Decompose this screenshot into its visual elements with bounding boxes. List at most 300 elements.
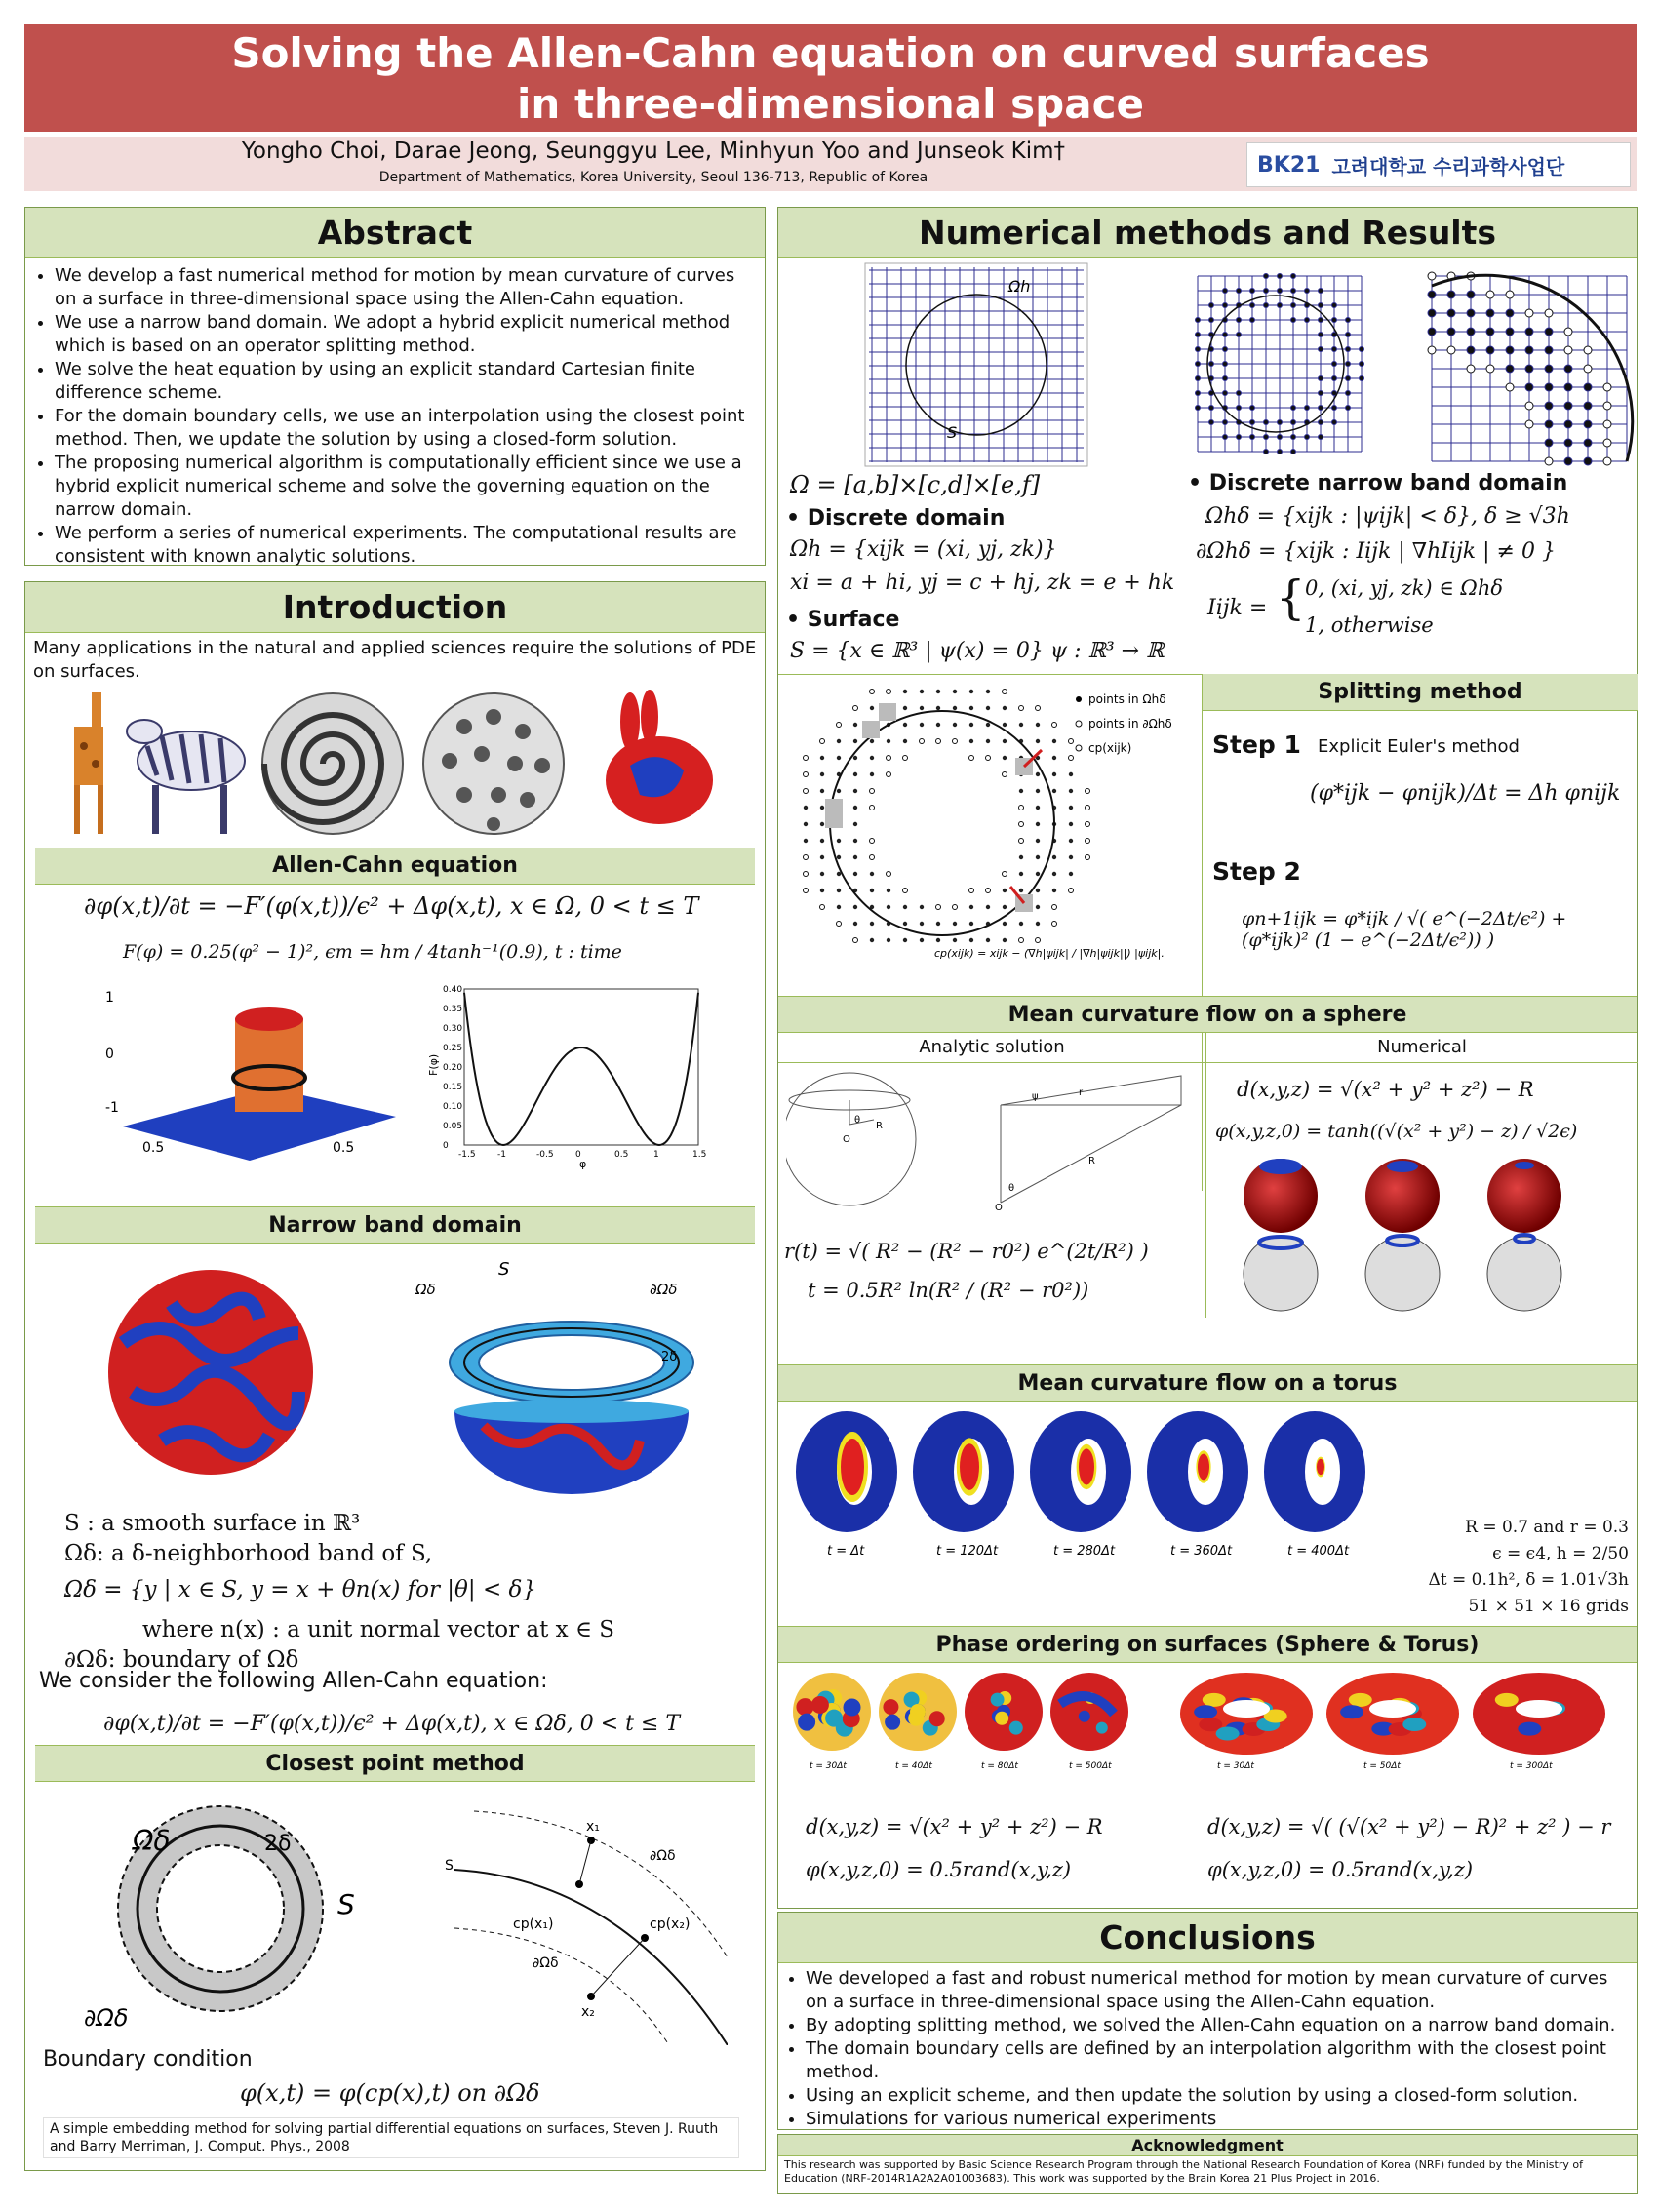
logo-text: 고려대학교 수리과학사업단 <box>1331 154 1565 178</box>
band-point <box>986 905 990 909</box>
band-point <box>820 872 824 876</box>
grid-point <box>1360 362 1364 367</box>
plot-xlabel: φ <box>579 1158 587 1169</box>
grid-point <box>1486 328 1494 336</box>
band-point <box>1019 806 1024 810</box>
phase-blob <box>811 1696 829 1714</box>
band-point <box>1069 756 1074 761</box>
band-point <box>1036 739 1040 743</box>
grid-point <box>1564 346 1572 354</box>
band-point <box>969 756 974 761</box>
band-point <box>1052 789 1056 793</box>
band-point <box>920 739 925 744</box>
torus-time: t = 280Δt <box>1053 1544 1116 1559</box>
band-point <box>1003 889 1007 892</box>
abstract-item: • We perform a series of numerical experiments. The computational results are consistent with known analytic solutions. <box>55 522 755 569</box>
acknowledgment-heading: Acknowledgment <box>778 2135 1637 2156</box>
plot-ylabel: F(φ) <box>427 1053 440 1076</box>
grid-point <box>1584 402 1592 410</box>
grid-point <box>1346 362 1351 367</box>
band-point <box>953 905 958 910</box>
grid-point <box>1250 289 1255 294</box>
grid-point <box>1346 406 1351 411</box>
plot-tick: 0.30 <box>443 1024 463 1034</box>
band-point <box>969 739 973 743</box>
abstract-item: • We solve the heat equation by using an explicit standard Cartesian finite difference scheme. <box>55 358 755 405</box>
giraffe-image <box>74 692 103 834</box>
grid-point <box>1209 362 1214 367</box>
torus-param: ϵ = ϵ4, h = 2/50 <box>1492 1544 1629 1563</box>
zebra-image <box>127 720 245 834</box>
grid-point <box>1237 406 1242 411</box>
sketch-label: S <box>445 1858 454 1874</box>
phase-heading: Phase ordering on surfaces (Sphere & Torus) <box>778 1626 1637 1663</box>
grid-point <box>1564 383 1572 391</box>
title-line-2: in three-dimensional space <box>517 80 1144 128</box>
band-point <box>1003 872 1007 877</box>
band-point <box>1086 789 1090 794</box>
grid-point <box>1428 328 1436 336</box>
band-point <box>1069 806 1073 810</box>
band-point <box>903 922 907 926</box>
step1-name: Explicit Euler's method <box>1318 736 1520 757</box>
band-point <box>936 739 941 744</box>
plot-tick: 0.25 <box>443 1044 463 1053</box>
cp-formula: cp(xijk) = xijk − (∇h|ψijk| / |∇h|ψijk||) |ψijk|. <box>934 947 1165 960</box>
surface-title-text: Surface <box>807 608 900 632</box>
grid-point <box>1223 435 1228 440</box>
grid-point <box>1447 328 1455 336</box>
torus-spot <box>1079 1448 1094 1484</box>
torus-spot <box>1198 1454 1209 1481</box>
band-point <box>1036 822 1040 826</box>
grid-point <box>1584 383 1592 391</box>
band-point <box>1003 756 1007 760</box>
band-point <box>837 789 841 793</box>
grid-point <box>1346 376 1351 381</box>
band-point <box>870 772 874 776</box>
band-point <box>1052 889 1056 892</box>
band-point <box>1052 723 1057 728</box>
band-point <box>853 706 858 711</box>
narrow-eq3-case1: 0, (xi, yj, zk) ∈ Ωhδ <box>1305 576 1503 600</box>
allen-cahn-eq2: F(φ) = 0.25(φ² − 1)², ϵm = hm / 4tanh⁻¹(0.9), t : time <box>123 941 622 963</box>
band-point <box>870 855 875 860</box>
grid-point <box>1319 333 1323 337</box>
fig-label: θ <box>1008 1183 1015 1194</box>
band-point <box>820 772 824 776</box>
legend-item: points in ∂Ωhδ <box>1088 717 1172 731</box>
grid-point <box>1486 346 1494 354</box>
grid-point <box>1346 347 1351 352</box>
band-point <box>920 905 924 909</box>
band-point <box>1052 772 1056 776</box>
band-point <box>870 806 875 810</box>
grid-point <box>1360 347 1364 352</box>
grid-point <box>1278 420 1283 425</box>
grid-point <box>1196 376 1201 381</box>
logo-bk21: BK21 <box>1257 152 1321 178</box>
grid-point <box>1545 420 1553 428</box>
grid-point <box>1291 289 1296 294</box>
band-point <box>936 706 940 710</box>
grid-point <box>1291 318 1296 323</box>
band-point <box>804 889 809 893</box>
phase-blob <box>1079 1711 1090 1722</box>
phase-field-3d-plot <box>103 980 415 1165</box>
authors: Yongho Choi, Darae Jeong, Seunggyu Lee, Minhyun Yoo and Junseok Kim† <box>241 138 1066 164</box>
grid-point <box>1196 362 1201 367</box>
band-point <box>936 690 940 693</box>
grid-point <box>1196 391 1201 396</box>
numerical-heading: Numerical methods and Results <box>778 208 1637 258</box>
grid-point <box>1506 309 1514 317</box>
band-point <box>837 889 841 892</box>
step1-label: Step 1 <box>1212 731 1301 759</box>
domain-def: Ω = [a,b]×[c,d]×[e,f] <box>790 471 1041 498</box>
band-point <box>903 690 907 693</box>
torus-time: t = 400Δt <box>1287 1544 1350 1559</box>
plot-tick: 0.5 <box>333 1140 355 1156</box>
closest-point-heading: Closest point method <box>35 1745 755 1782</box>
abstract-item: • We develop a fast numerical method for motion by mean curvature of curves on a surface in three-dimensional space using the Allen-Cahn equation. <box>55 264 755 311</box>
abstract-item: • For the domain boundary cells, we use an interpolation using the closest point method. Then, we update the solution by using a closed-form solution. <box>55 405 755 452</box>
band-point <box>903 905 907 909</box>
sphere-snapshot <box>1487 1159 1561 1233</box>
narrow-title-text: Discrete narrow band domain <box>1208 471 1568 495</box>
band-point <box>887 690 891 694</box>
grid-point <box>1486 309 1494 317</box>
band-point <box>837 723 842 728</box>
grid-point <box>1223 333 1228 337</box>
grid-point <box>1447 291 1455 298</box>
band-point <box>887 905 890 909</box>
band-point <box>936 723 940 727</box>
grid-point <box>1545 457 1553 465</box>
grid-point <box>1332 420 1337 425</box>
grid-point <box>1428 346 1436 354</box>
grid-point <box>1525 383 1533 391</box>
band-point <box>837 756 841 760</box>
narrow-eq3-lhs: Iijk = <box>1207 596 1268 620</box>
band-point <box>986 723 990 727</box>
phase-time: t = 80Δt <box>981 1761 1018 1771</box>
band-point <box>870 922 874 926</box>
grid-point <box>1545 346 1553 354</box>
band-point <box>1036 806 1040 810</box>
grid-point <box>1603 402 1611 410</box>
cartesian-grid-figure <box>864 262 1088 467</box>
plot-tick: 0 <box>575 1150 581 1160</box>
phase-blob <box>798 1714 815 1731</box>
grid-point <box>1223 391 1228 396</box>
band-point <box>853 855 857 859</box>
col-analytic: Analytic solution <box>778 1033 1205 1063</box>
band-point <box>887 889 890 892</box>
grid-point <box>1250 303 1255 308</box>
band-point <box>1036 922 1040 926</box>
discrete-domain-eq1: Ωh = {xijk = (xi, yj, zk)} <box>790 537 1057 562</box>
boundary-condition-eq: φ(x,t) = φ(cp(x),t) on ∂Ωδ <box>240 2079 540 2107</box>
band-point <box>903 739 907 743</box>
band-point <box>1036 905 1040 909</box>
plot-tick: 1 <box>653 1150 659 1160</box>
label-S: S <box>337 1888 355 1920</box>
nb-line-2: Ωδ: a δ-neighborhood band of S, <box>64 1541 433 1566</box>
grid-point <box>1525 346 1533 354</box>
grid-point <box>1291 406 1296 411</box>
band-point <box>1052 739 1056 743</box>
band-point <box>1069 889 1074 893</box>
torus-params <box>1383 1515 1629 1620</box>
label-boundary: ∂Ωδ <box>650 1281 678 1298</box>
phase-torus-d: d(x,y,z) = √( (√(x² + y²) − R)² + z² ) − r <box>1207 1815 1611 1838</box>
band-point <box>870 872 874 876</box>
fig-label: R <box>1088 1156 1095 1166</box>
grid-point <box>1525 365 1533 373</box>
grid-point <box>1346 391 1351 396</box>
band-point <box>804 789 809 794</box>
fig-label: O <box>995 1203 1003 1212</box>
nb-line-4: where n(x) : a unit normal vector at x ∈ S <box>142 1617 615 1642</box>
grid-point <box>1506 346 1514 354</box>
abstract-list <box>33 264 755 569</box>
sphere-mesh <box>1365 1236 1440 1311</box>
band-point <box>853 822 857 826</box>
phase-torus-phi: φ(x,y,z,0) = 0.5rand(x,y,z) <box>1207 1858 1474 1881</box>
band-point <box>986 938 990 942</box>
band-point <box>920 938 924 942</box>
phase-blob <box>1495 1693 1519 1707</box>
band-point <box>1019 938 1024 943</box>
sketch-label: ∂Ωδ <box>650 1848 676 1864</box>
grid-point <box>1525 328 1533 336</box>
band-point <box>1019 922 1023 926</box>
col-numerical: Numerical <box>1205 1033 1638 1063</box>
band-point <box>870 756 874 760</box>
grid-point <box>1237 333 1242 337</box>
sketch-label: x₂ <box>581 2004 595 2020</box>
grid-point <box>1237 391 1242 396</box>
band-point <box>1069 839 1073 843</box>
reference: A simple embedding method for solving partial differential equations on surfaces, Steven J. Ruuth and Barry Merriman, J. Comput. Phys., 2008 <box>43 2117 739 2158</box>
surface-title: • Surface <box>786 608 900 632</box>
grid-point <box>1223 420 1228 425</box>
grid-point <box>1584 439 1592 447</box>
conclusion-item: • The domain boundary cells are defined by an interpolation algorithm with the closest point method. <box>806 2037 1627 2084</box>
grid-point <box>1264 420 1269 425</box>
phase-blob <box>1203 1693 1226 1707</box>
band-point <box>1052 756 1056 760</box>
grid-label-omega: Ωh <box>1008 277 1031 296</box>
band-point <box>1069 872 1073 876</box>
band-point <box>986 756 991 761</box>
torus-hole <box>1223 1700 1270 1718</box>
step2-eq: φn+1ijk = φ*ijk / √( e^(−2Δt/ϵ²) + (φ*ijk)² (1 − e^(−2Δt/ϵ²)) ) <box>1242 908 1567 951</box>
band-point <box>804 839 808 843</box>
introduction-section <box>24 581 766 2171</box>
fig-label: ψ <box>1032 1091 1039 1102</box>
plot-tick: 0.10 <box>443 1102 463 1112</box>
band-point <box>1036 855 1040 859</box>
torus-time: t = 360Δt <box>1170 1544 1233 1559</box>
grid-point <box>1525 420 1533 428</box>
grid-point <box>1291 274 1296 279</box>
plot-tick: -0.5 <box>536 1150 554 1160</box>
phase-time: t = 300Δt <box>1510 1761 1553 1771</box>
phase-time: t = 30Δt <box>1217 1761 1254 1771</box>
legend-item: cp(xijk) <box>1088 741 1132 755</box>
grid-label-S: S <box>947 423 958 442</box>
brace-glyph: { <box>1276 571 1306 625</box>
band-point <box>870 839 875 844</box>
band-point <box>1019 855 1023 859</box>
band-point <box>853 905 857 909</box>
poster-title <box>24 24 1637 132</box>
grid-point <box>1196 406 1201 411</box>
torus-hole <box>1369 1700 1416 1718</box>
narrow-eq2: ∂Ωhδ = {xijk : Iijk | ∇hIijk | ≠ 0 } <box>1196 539 1556 564</box>
sphere-eq-phi: φ(x,y,z,0) = tanh((√(x² + y²) − z) / √2ϵ) <box>1215 1121 1578 1142</box>
plot-tick: 1.5 <box>692 1150 707 1160</box>
boundary-condition-label: Boundary condition <box>43 2047 253 2072</box>
grid-point <box>1250 435 1255 440</box>
grid-point <box>1278 435 1283 440</box>
surface-eq: S = {x ∈ ℝ³ | ψ(x) = 0} ψ : ℝ³ → ℝ <box>790 639 1165 663</box>
plot-tick: 0.5 <box>142 1140 165 1156</box>
plot-tick: 0.5 <box>614 1150 629 1160</box>
grid-point <box>1332 347 1337 352</box>
closest-point-sketch <box>445 1811 728 2045</box>
conclusion-item: • By adopting splitting method, we solved the Allen-Cahn equation on a narrow band domain. <box>806 2014 1627 2037</box>
grid-point <box>1564 328 1572 336</box>
band-point <box>1052 905 1057 910</box>
grid-point <box>1209 303 1214 308</box>
band-point <box>1086 855 1090 860</box>
closest-point-figure <box>84 1792 728 2045</box>
grid-point <box>1564 365 1572 373</box>
torus-figure <box>788 1403 1373 1560</box>
band-point <box>903 938 907 942</box>
grid-point <box>1291 450 1296 454</box>
band-point <box>820 839 824 843</box>
grid-point <box>1545 365 1553 373</box>
band-point <box>920 723 924 727</box>
band-point <box>1019 872 1023 876</box>
narrow-band-eq: ∂φ(x,t)/∂t = −F′(φ(x,t))/ϵ² + Δφ(x,t), x ∈ Ωδ, 0 < t ≤ T <box>103 1712 681 1736</box>
grid-point <box>1332 303 1337 308</box>
phase-blob <box>910 1704 926 1719</box>
band-point <box>1003 690 1007 694</box>
grid-point <box>1486 291 1494 298</box>
band-point <box>1069 739 1074 744</box>
band-point <box>837 905 841 909</box>
grid-point <box>1223 289 1228 294</box>
band-point <box>903 723 907 727</box>
band-point <box>903 706 907 710</box>
allen-cahn-heading: Allen-Cahn equation <box>35 848 755 885</box>
band-point <box>953 739 958 744</box>
sketch-label: cp(x₁) <box>513 1916 554 1932</box>
grid-point <box>1319 406 1323 411</box>
band-point <box>969 723 973 727</box>
grid-point <box>1237 289 1242 294</box>
sphere-analytic-figure <box>786 1066 1205 1212</box>
grid-point <box>1250 318 1255 323</box>
grid-point <box>1506 291 1514 298</box>
band-point <box>870 938 874 942</box>
band-point <box>1086 839 1090 844</box>
band-point <box>804 822 808 826</box>
band-point <box>920 922 924 926</box>
conclusions-list <box>784 1967 1627 2131</box>
band-point <box>870 690 875 694</box>
torus-param: 51 × 51 × 16 grids <box>1468 1597 1629 1616</box>
conclusion-item: • Using an explicit scheme, and then update the solution by using a closed-form solution. <box>806 2084 1627 2108</box>
annulus-diagram <box>84 1806 355 2032</box>
narrow-band-grid-figure <box>1188 266 1637 471</box>
band-point <box>1019 822 1024 827</box>
phase-blob <box>1009 1721 1023 1735</box>
phase-blob <box>825 1710 843 1727</box>
introduction-heading: Introduction <box>25 582 765 633</box>
band-point <box>870 889 874 892</box>
torus-time: t = Δt <box>827 1544 865 1559</box>
grid-point <box>1264 435 1269 440</box>
phase-blob <box>885 1715 900 1730</box>
phase-time: t = 500Δt <box>1069 1761 1112 1771</box>
torus-spot <box>1317 1459 1324 1475</box>
conclusion-item: • We developed a fast and robust numerical method for motion by mean curvature of curves on a surface in three-dimensional space using the Allen-Cahn equation. <box>806 1967 1627 2014</box>
band-point <box>837 872 841 876</box>
band-point <box>920 690 924 693</box>
torus-spot <box>841 1439 864 1495</box>
grid-point <box>1467 328 1475 336</box>
fig-label: r <box>1079 1087 1084 1098</box>
grid-point <box>1196 347 1201 352</box>
band-point <box>837 739 841 743</box>
band-point <box>837 855 841 859</box>
grid-point <box>1584 420 1592 428</box>
grid-point <box>1223 376 1228 381</box>
grid-point <box>1545 309 1553 317</box>
grid-point <box>1223 303 1228 308</box>
band-point <box>1069 789 1073 793</box>
band-point <box>920 706 924 710</box>
surface-examples-figure <box>35 688 757 844</box>
band-point <box>969 889 974 893</box>
band-point <box>804 756 809 761</box>
numerical-section <box>777 207 1638 1909</box>
phase-time: t = 50Δt <box>1363 1761 1401 1771</box>
torus-time: t = 120Δt <box>936 1544 999 1559</box>
band-point <box>1003 739 1007 743</box>
grid-point <box>1603 420 1611 428</box>
grid-point <box>1196 333 1201 337</box>
band-point <box>1036 938 1041 943</box>
grid-point <box>1319 318 1323 323</box>
grid-point <box>1564 439 1572 447</box>
phase-blob <box>1216 1726 1240 1740</box>
discrete-domain-title-text: Discrete domain <box>807 506 1006 531</box>
band-point <box>986 706 990 710</box>
band-point <box>936 905 941 910</box>
grid-point <box>1305 318 1310 323</box>
step2-label: Step 2 <box>1212 857 1301 886</box>
band-point <box>870 789 875 794</box>
narrow-band-definitions <box>64 1509 747 1676</box>
grid-point <box>1564 457 1572 465</box>
